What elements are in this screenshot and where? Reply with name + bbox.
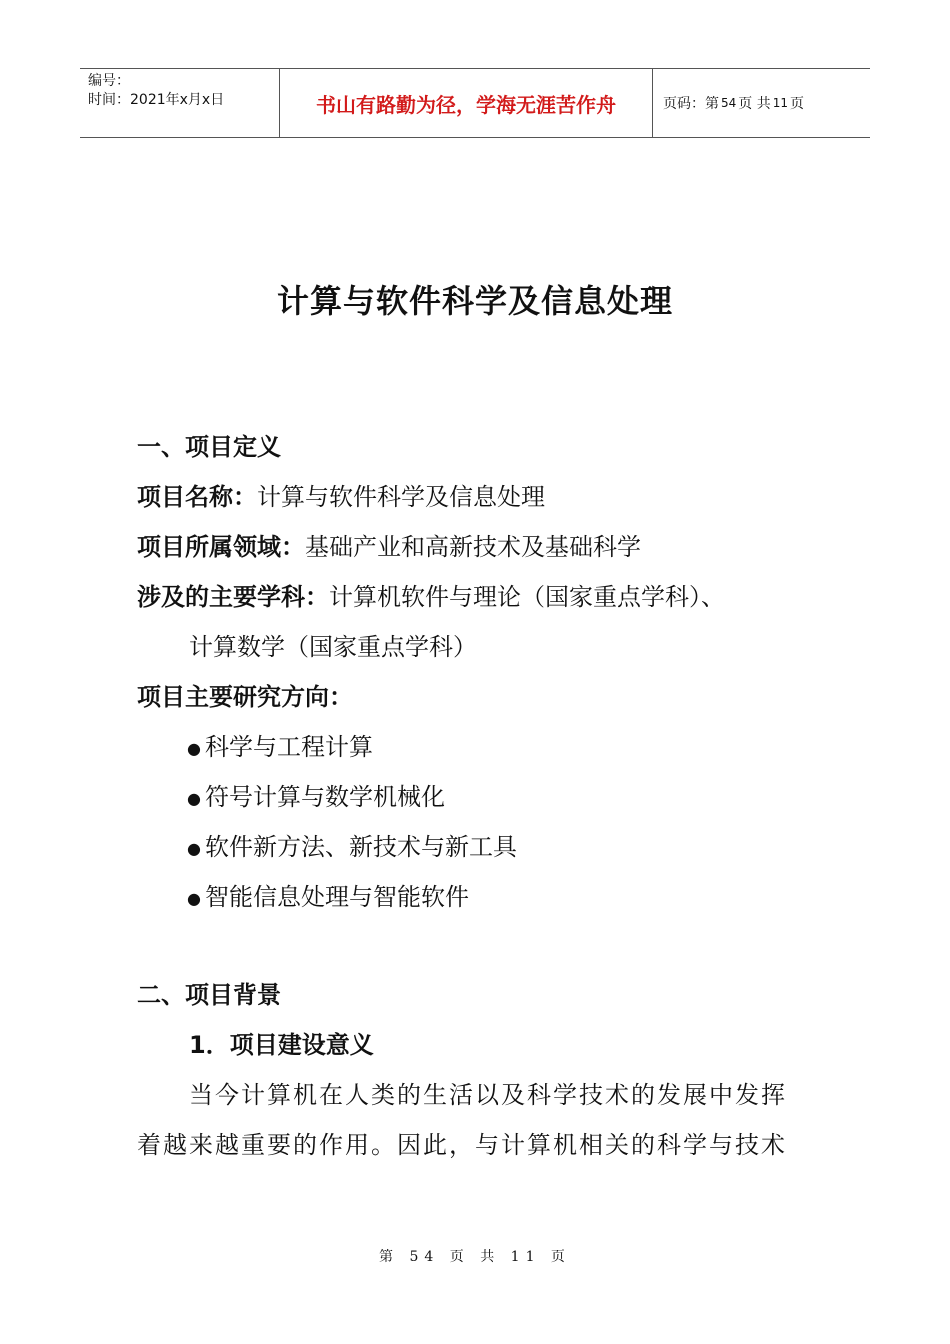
header-page-prefix: 页码：第 — [663, 96, 719, 112]
header-page-mid: 页 共 — [738, 96, 771, 112]
directions-label: 项目主要研究方向： — [137, 683, 353, 711]
header-page-total: 11 — [772, 96, 789, 110]
list-item — [137, 872, 827, 922]
page-footer: 第 54 页 共 11 页 — [379, 1249, 571, 1265]
list-item — [137, 772, 827, 822]
disciplines-value-continued: 计算数学（国家重点学科） — [189, 633, 477, 661]
paragraph-line: 着越来越重要的作用。因此，与计算机相关的科学与技术 — [137, 1131, 787, 1159]
direction-text: 软件新方法、新技术与新工具 — [204, 833, 517, 861]
list-item — [137, 822, 827, 872]
bullet-icon: ● — [187, 888, 201, 908]
direction-text: 智能信息处理与智能软件 — [204, 883, 469, 911]
project-name-value: 计算与软件科学及信息处理 — [257, 483, 545, 511]
header-time-label: 时间：2021年x月x日 — [88, 92, 225, 108]
header-motto: 书山有路勤为径，学海无涯苦作舟 — [280, 69, 653, 137]
document-title: 计算与软件科学及信息处理 — [276, 282, 673, 320]
header-page-current: 54 — [721, 96, 737, 110]
direction-text: 符号计算与数学机械化 — [204, 783, 445, 811]
section-spacer — [137, 922, 827, 970]
direction-text: 科学与工程计算 — [204, 733, 373, 761]
paragraph-line: 当今计算机在人类的生活以及科学技术的发展中发挥 — [189, 1081, 787, 1109]
bullet-icon: ● — [187, 838, 201, 858]
page-header — [80, 68, 870, 138]
project-field-value: 基础产业和高新技术及基础科学 — [305, 533, 641, 561]
header-page-info — [653, 69, 870, 137]
section2-heading: 二、项目背景 — [137, 981, 281, 1009]
disciplines-row — [137, 572, 827, 622]
document-body — [137, 422, 827, 1170]
header-page-suffix: 页 — [790, 96, 805, 112]
header-meta — [80, 69, 280, 137]
bullet-icon: ● — [187, 788, 201, 808]
project-name-label: 项目名称： — [137, 483, 257, 511]
section2-subheading: 1．项目建设意义 — [189, 1031, 374, 1059]
disciplines-label: 涉及的主要学科： — [137, 583, 329, 611]
project-field-label: 项目所属领域： — [137, 533, 305, 561]
disciplines-value: 计算机软件与理论（国家重点学科）、 — [329, 583, 725, 611]
project-field-row — [137, 522, 827, 572]
header-number-label: 编号： — [88, 73, 130, 89]
list-item — [137, 722, 827, 772]
section1-heading: 一、项目定义 — [137, 433, 281, 461]
bullet-icon: ● — [187, 738, 201, 758]
project-name-row — [137, 472, 827, 522]
